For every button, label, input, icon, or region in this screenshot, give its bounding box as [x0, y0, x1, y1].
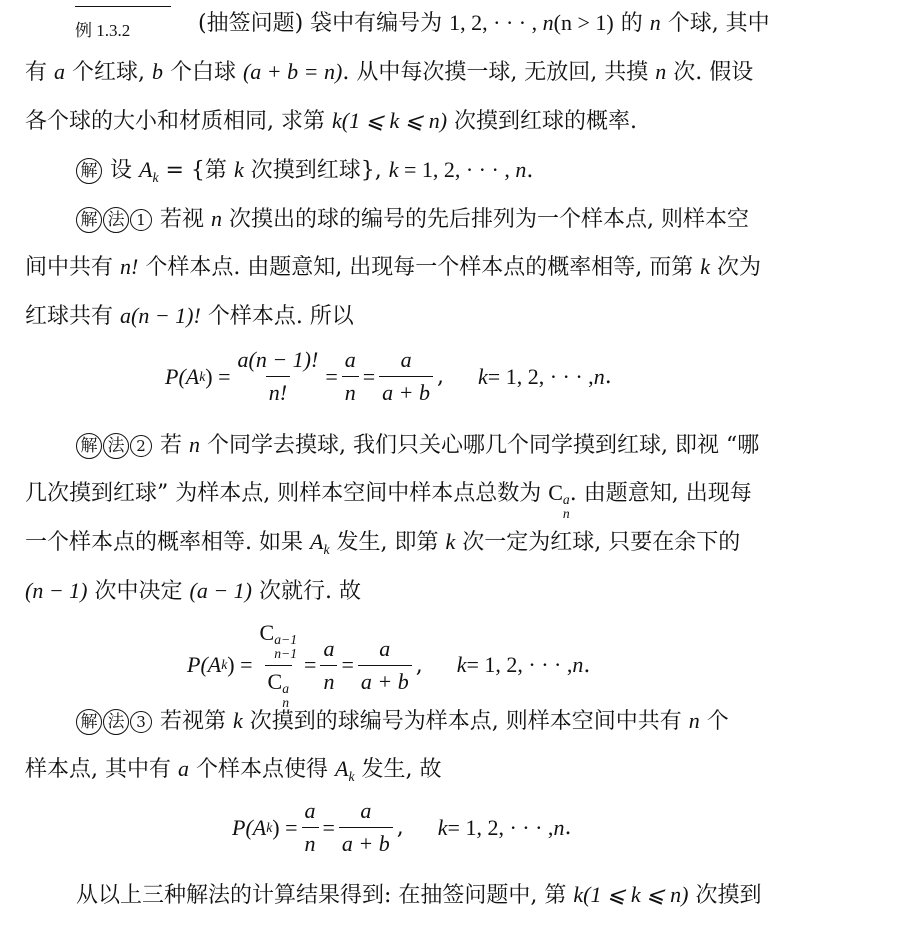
problem-text: 有 — [25, 60, 54, 85]
method2-line-1: 解 法 2 若 n 个同学去摸球, 我们只关心哪几个同学摸到红球, 即视 “哪 — [76, 433, 759, 459]
conclusion-line: 从以上三种解法的计算结果得到: 在抽签问题中, 第 k(1 ⩽ k ⩽ n) 次摸到 — [76, 882, 762, 908]
math-text: k — [388, 157, 399, 182]
method3-line-1: 解 法 3 若视第 k 次摸到的球编号为样本点, 则样本空间中共有 n 个 — [76, 709, 729, 735]
problem-text: 个红球, — [65, 60, 152, 85]
math-text: n — [649, 10, 661, 35]
math-text: a — [54, 59, 65, 84]
math-text: a(n − 1)! — [120, 303, 201, 328]
math-text: k(1 ⩽ k ⩽ n) — [331, 108, 448, 133]
problem-text: 的 — [613, 11, 650, 36]
problem-text: (抽签问题) 袋中有编号为 — [198, 11, 450, 36]
solution-setup — [76, 158, 533, 184]
fa-circle-icon: 法 — [103, 433, 129, 459]
math-text: (n > 1) — [553, 10, 614, 35]
fraction: $\frac{a}{n}$ — [342, 347, 359, 406]
problem-text: 各个球的大小和材质相同, 求第 — [25, 109, 332, 134]
method1-line-3: 红球共有 a(n − 1)! 个样本点. 所以 — [25, 303, 354, 329]
fraction: C a−1 n−1 C a n — [259, 620, 298, 711]
solution-text: = {第 — [158, 158, 234, 183]
math-text: k(1 ⩽ k ⩽ n) — [573, 882, 689, 907]
math-text: (a − 1) — [189, 578, 252, 603]
method2-line-4: (n − 1) 次中决定 (a − 1) 次就行. 故 — [25, 578, 361, 604]
fraction: $\frac{a}{n}$ — [320, 636, 337, 695]
solution-text: 次摸到红球}, — [243, 158, 389, 183]
fraction: $\frac{a}{a + b}$ — [339, 798, 393, 857]
fraction: $\frac{a}{a + b}$ — [379, 347, 433, 406]
fa-circle-icon: 法 — [103, 207, 129, 233]
math-text: n — [542, 10, 554, 35]
example-label: 例 1.3.2 — [75, 6, 171, 41]
math-text: k — [700, 254, 711, 279]
method2-equation: P(A k ) = C a−1 n−1 C a n = $\frac{a}{n}$ = $\frac{a}{a + b}$ , k = 1, 2, · · · , n . — [187, 620, 591, 711]
fraction: $\frac{a(n - 1)!}{n!}$ — [237, 347, 319, 405]
math-text: $A_k$ — [309, 529, 330, 557]
math-text: = 1, 2, · · · , — [398, 157, 516, 182]
math-text: k — [445, 529, 456, 554]
fraction: $\frac{a}{a + b}$ — [358, 636, 412, 695]
jie-circle-icon: 解 — [76, 709, 102, 735]
method1-line-1: 解 法 1 若视 n 次摸出的球的编号的先后排列为一个样本点, 则样本空 — [76, 207, 749, 233]
math-text: n — [211, 206, 222, 231]
jie-circle-icon: 解 — [76, 433, 102, 459]
method1-line-2: 间中共有 n! 个样本点. 由题意知, 出现每一个样本点的概率相等, 而第 k 次为 — [25, 254, 762, 280]
math-text: (n − 1) — [25, 578, 88, 603]
math-text: k — [233, 708, 243, 733]
problem-line-2 — [25, 61, 753, 84]
method3-equation: P(A k ) = $\frac{a}{n}$ = $\frac{a}{a + b}$ , k = 1, 2, · · · , n . — [232, 798, 572, 856]
math-text: n! — [120, 254, 139, 279]
solution-text: . — [526, 158, 534, 183]
fraction: $\frac{a}{n}$ — [302, 798, 319, 857]
math-text: n — [655, 59, 667, 84]
problem-text: 次. 假设 — [666, 60, 754, 85]
method1-equation: P(A k ) = $\frac{a(n - 1)!}{n!}$ = $\frac{a}{n}$ = $\frac{a}{a + b}$ , k = 1, 2, · · · , n . — [165, 347, 612, 405]
fa-circle-icon: 法 — [103, 709, 129, 735]
method3-line-2: 样本点, 其中有 a 个样本点使得 $A_k$ 发生, 故 — [25, 756, 442, 784]
method2-line-3: 一个样本点的概率相等. 如果 $A_k$ 发生, 即第 k 次一定为红球, 只要在余下的 — [25, 529, 741, 557]
math-text: n — [515, 157, 527, 182]
math-text: 1, 2, · · · , — [449, 10, 543, 35]
number-one-circle-icon: 1 — [130, 209, 152, 231]
solution-text: 设 — [103, 158, 139, 183]
number-two-circle-icon: 2 — [130, 435, 152, 457]
math-text: k — [233, 157, 244, 182]
problem-text: . 从中每次摸一球, 无放回, 共摸 — [342, 60, 656, 85]
problem-text: 次摸到红球的概率. — [447, 109, 638, 134]
math-text: (a + b = n) — [242, 59, 343, 84]
jie-circle-icon: 解 — [76, 158, 102, 184]
method2-line-2: 几次摸到红球” 为样本点, 则样本空间中样本点总数为 C a n . 由题意知, 出现每 — [25, 480, 752, 522]
math-text: C — [548, 480, 563, 505]
math-text: n — [189, 432, 200, 457]
problem-line-1 — [198, 12, 770, 35]
problem-line-3 — [25, 110, 637, 133]
problem-text: 个球, 其中 — [660, 11, 770, 36]
number-three-circle-icon: 3 — [130, 711, 152, 733]
math-text: a — [177, 756, 189, 781]
math-text: n — [688, 708, 700, 733]
math-text: $A_k$ — [334, 756, 355, 784]
math-text: $A_k$ — [139, 157, 159, 185]
problem-text: 个白球 — [162, 60, 243, 85]
math-text: b — [151, 59, 163, 84]
jie-circle-icon: 解 — [76, 207, 102, 233]
